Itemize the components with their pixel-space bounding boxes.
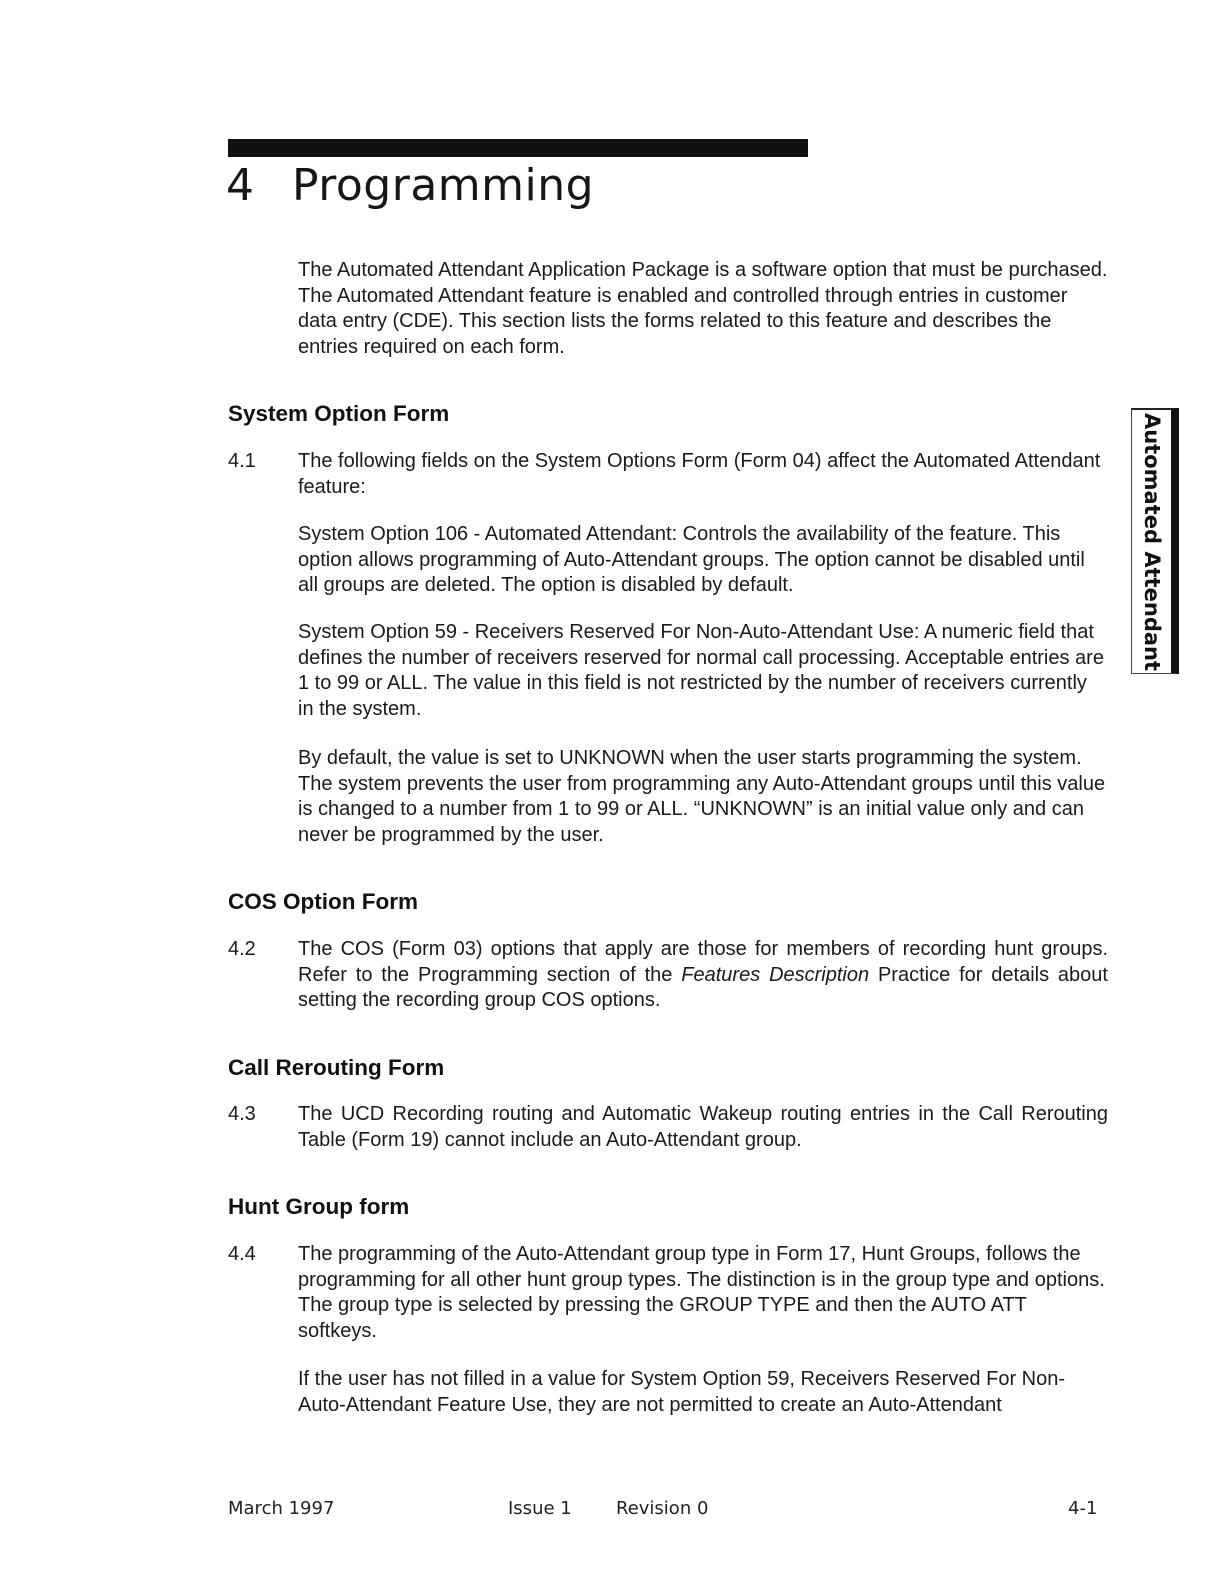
- side-tab-label: Automated Attendant: [1139, 412, 1164, 671]
- cos-option-text: [298, 937, 1108, 1014]
- hunt-group-text: The programming of the Auto-Attendant group type in Form 17, Hunt Groups, follows the programming for all other hunt group types. The distinction is in the group type and options. The group type is selected by pressing the GROUP TYPE and then the AUTO ATT softkeys.: [298, 1243, 1105, 1342]
- call-rerouting-text: The UCD Recording routing and Automatic Wakeup routing entries in the Call Rerouting Table (Form 19) cannot include an Auto-Attendant group.: [298, 1103, 1108, 1151]
- cos-text-italic: Features Description: [681, 963, 870, 986]
- section-number-4-3: 4.3: [228, 1103, 256, 1125]
- heading-call-rerouting-form: Call Rerouting Form: [228, 1055, 445, 1080]
- footer-issue: Issue 1: [508, 1498, 572, 1519]
- system-option-106: System Option 106 - Automated Attendant: Controls the availability of the feature. This option allows programming of Auto-Attendant groups. The option cannot be disabled until all groups are deleted. The option is disabled by default.: [298, 523, 1085, 596]
- intro-paragraph: The Automated Attendant Application Package is a software option that must be purchased. The Automated Attendant feature is enabled and controlled through entries in customer data entry (CDE). This section lists the forms related to this feature and describes the entries required on each form.: [298, 259, 1108, 358]
- section-number-4-1: 4.1: [228, 450, 256, 472]
- footer-date: March 1997: [228, 1498, 335, 1519]
- cos-text-before: The COS (Form 03) options that apply are those for members of recording hunt groups. Refer to the Programming section of the: [298, 938, 1108, 986]
- chapter-number: 4: [226, 160, 255, 211]
- heading-system-option-form: System Option Form: [228, 401, 450, 426]
- cos-text-after: Practice for details about setting the recording group COS options.: [298, 963, 1108, 1011]
- hunt-group-continued: If the user has not filled in a value for System Option 59, Receivers Reserved For Non-Auto-Attendant Feature Use, they are not permitted to create an Auto-Attendant: [298, 1368, 1066, 1416]
- section-number-4-2: 4.2: [228, 938, 256, 960]
- chapter-name: Programming: [292, 160, 595, 211]
- heading-cos-option-form: COS Option Form: [228, 889, 418, 914]
- section-side-tab: [1131, 408, 1179, 674]
- system-option-intro: The following fields on the System Options Form (Form 04) affect the Automated Attendant feature:: [298, 450, 1101, 498]
- chapter-title: [226, 160, 594, 211]
- system-option-59-default: By default, the value is set to UNKNOWN when the user starts programming the system. The system prevents the user from programming any Auto-Attendant groups until this value is changed to a number from 1 to 99 or ALL. “UNKNOWN” is an initial value only and can never be programmed by the user.: [298, 747, 1106, 846]
- heading-hunt-group-form: Hunt Group form: [228, 1194, 410, 1219]
- system-option-59: System Option 59 - Receivers Reserved For Non-Auto-Attendant Use: A numeric field that defines the number of receivers reserved for normal call processing. Acceptable entries are 1 to 99 or ALL. The value in this field is not restricted by the number of receivers currently in the system.: [298, 621, 1104, 720]
- chapter-rule: [228, 139, 808, 157]
- footer-page-number: 4-1: [1068, 1498, 1098, 1519]
- footer-revision: Revision 0: [616, 1498, 709, 1519]
- section-number-4-4: 4.4: [228, 1243, 256, 1265]
